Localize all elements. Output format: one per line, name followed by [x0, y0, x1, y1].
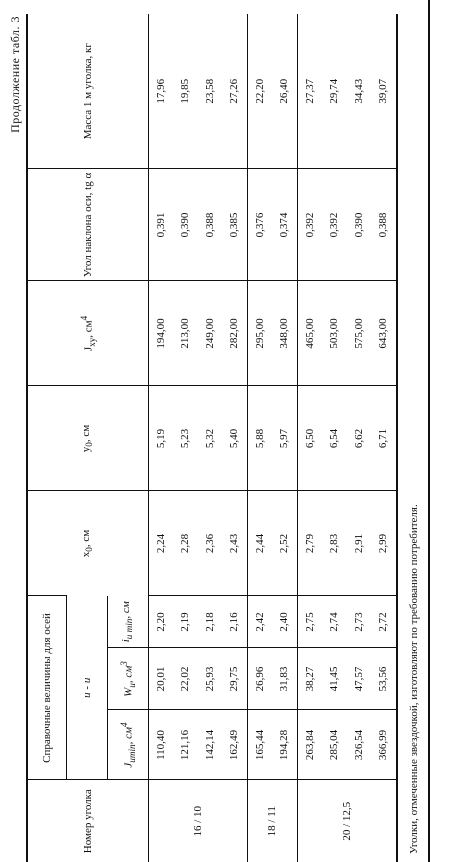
table-cell: 2,43: [223, 491, 248, 596]
table-cell: 575,00: [347, 281, 372, 386]
table-cell: 2,75: [298, 596, 323, 648]
header-w-u: $W_u$, $см^3$: [108, 648, 149, 710]
table-cell: 282,00: [223, 281, 248, 386]
table-cell: 2,72: [372, 596, 398, 648]
table-cell: 29,75: [223, 648, 248, 710]
header-reference-values: Справочные величины для осей: [27, 596, 67, 780]
table-cell: 213,00: [174, 281, 199, 386]
table-cell: 285,04: [323, 710, 348, 780]
angle-number-cell: 16 / 10: [149, 780, 248, 862]
table-cell: 27,37: [298, 14, 323, 169]
table-row: [248, 14, 273, 862]
header-mass: Масса 1 м уголка, кг: [27, 14, 149, 169]
table-cell: 2,19: [174, 596, 199, 648]
table-cell: 5,97: [273, 386, 298, 491]
header-y0: $y_0$, см: [27, 386, 149, 491]
table-cell: 53,56: [372, 648, 398, 710]
table-row: [372, 14, 398, 862]
table-cell: 194,00: [149, 281, 174, 386]
table-cell: 2,44: [248, 491, 273, 596]
table-cell: 2,18: [198, 596, 223, 648]
angle-number-cell: 18 / 11: [248, 780, 298, 862]
header-angle: Угол наклона оси, tg α: [27, 169, 149, 281]
table-cell: 5,19: [149, 386, 174, 491]
table-cell: 17,96: [149, 14, 174, 169]
table-cell: 6,54: [323, 386, 348, 491]
table-cell: 249,00: [198, 281, 223, 386]
table-cell: 2,20: [149, 596, 174, 648]
table-cell: 23,58: [203, 78, 216, 104]
table-cell: 2,36: [198, 491, 223, 596]
table-row: [149, 14, 174, 862]
table-cell: 38,27: [298, 648, 323, 710]
table-cell: 295,00: [248, 281, 273, 386]
table-cell: 47,57: [347, 648, 372, 710]
table-cell: 5,88: [248, 386, 273, 491]
table-cell: 0,391: [149, 169, 174, 281]
table-cell: 366,99: [372, 710, 398, 780]
table-cell: 110,40: [149, 710, 174, 780]
angle-properties-table: [26, 14, 398, 862]
table-cell: 41,45: [323, 648, 348, 710]
table-cell: 2,42: [248, 596, 273, 648]
table-cell: 31,83: [273, 648, 298, 710]
table-cell: 6,50: [298, 386, 323, 491]
table-cell: 194,28: [273, 710, 298, 780]
table-cell: 2,99: [372, 491, 398, 596]
table-cell: 121,16: [174, 710, 199, 780]
table-cell: 2,74: [323, 596, 348, 648]
table-caption: Продолжение табл. 3: [8, 16, 22, 133]
table-cell: 2,24: [149, 491, 174, 596]
table-cell: 0,392: [298, 169, 323, 281]
table-cell: 165,44: [248, 710, 273, 780]
table-cell: 0,374: [273, 169, 298, 281]
table-cell: 263,84: [298, 710, 323, 780]
table-cell: 34,43: [352, 78, 365, 104]
table-cell: 5,40: [223, 386, 248, 491]
table-cell: 6,71: [372, 386, 398, 491]
table-cell: 142,14: [198, 710, 223, 780]
table-cell: 2,91: [347, 491, 372, 596]
angle-number-cell: 20 / 12,5: [298, 780, 398, 862]
table-cell: 22,02: [174, 648, 199, 710]
table-cell: 2,28: [174, 491, 199, 596]
table-row: [174, 14, 199, 862]
table-cell: 2,79: [298, 491, 323, 596]
table-row: [298, 14, 323, 862]
table-cell: 5,32: [198, 386, 223, 491]
table-cell: 2,40: [273, 596, 298, 648]
table-cell: 26,96: [248, 648, 273, 710]
table-cell: 2,73: [347, 596, 372, 648]
table-cell: 19,85: [179, 78, 192, 104]
footnote: Уголки, отмеченные звездочкой, изготовляют по требованию потребителя.: [408, 504, 420, 854]
table-cell: 20,01: [149, 648, 174, 710]
table-row: [198, 14, 223, 862]
table-cell: 25,93: [198, 648, 223, 710]
table-row: [273, 14, 298, 862]
table-cell: 2,52: [273, 491, 298, 596]
bottom-rule: [428, 0, 430, 862]
table-cell: 0,390: [347, 169, 372, 281]
table-cell: 2,16: [223, 596, 248, 648]
header-number: Номер уголка: [27, 780, 149, 862]
table-cell: 503,00: [323, 281, 348, 386]
table-cell: 0,376: [248, 169, 273, 281]
table-cell: 2,83: [323, 491, 348, 596]
table-cell: 5,23: [174, 386, 199, 491]
table-cell: 0,388: [372, 169, 398, 281]
table-cell: 348,00: [273, 281, 298, 386]
table-cell: 326,54: [347, 710, 372, 780]
table-row: [223, 14, 248, 862]
header-x0: $x_0$, см: [27, 491, 149, 596]
table-cell: 0,385: [223, 169, 248, 281]
table-cell: 643,00: [372, 281, 398, 386]
table-cell: 0,392: [323, 169, 348, 281]
table-cell: 27,26: [228, 78, 241, 104]
table-row: [347, 14, 372, 862]
header-axis-uu: u - u: [67, 596, 108, 780]
table-cell: 0,388: [198, 169, 223, 281]
table-cell: 29,74: [328, 78, 341, 104]
table-cell: 6,62: [347, 386, 372, 491]
header-j-umin: $J_{umin}$, $см^4$: [108, 710, 149, 780]
table-cell: 22,20: [248, 14, 273, 169]
table-cell: 26,40: [278, 78, 291, 104]
table-cell: 162,49: [223, 710, 248, 780]
table-body: [149, 14, 398, 862]
table-row: [323, 14, 348, 862]
table-cell: 465,00: [298, 281, 323, 386]
table-cell: 0,390: [174, 169, 199, 281]
header-jxy: $J_{xy}$, $см^4$: [27, 281, 149, 386]
header-i-umin: $i_{u min}$, см: [108, 596, 149, 648]
table-cell: 39,07: [372, 14, 398, 169]
